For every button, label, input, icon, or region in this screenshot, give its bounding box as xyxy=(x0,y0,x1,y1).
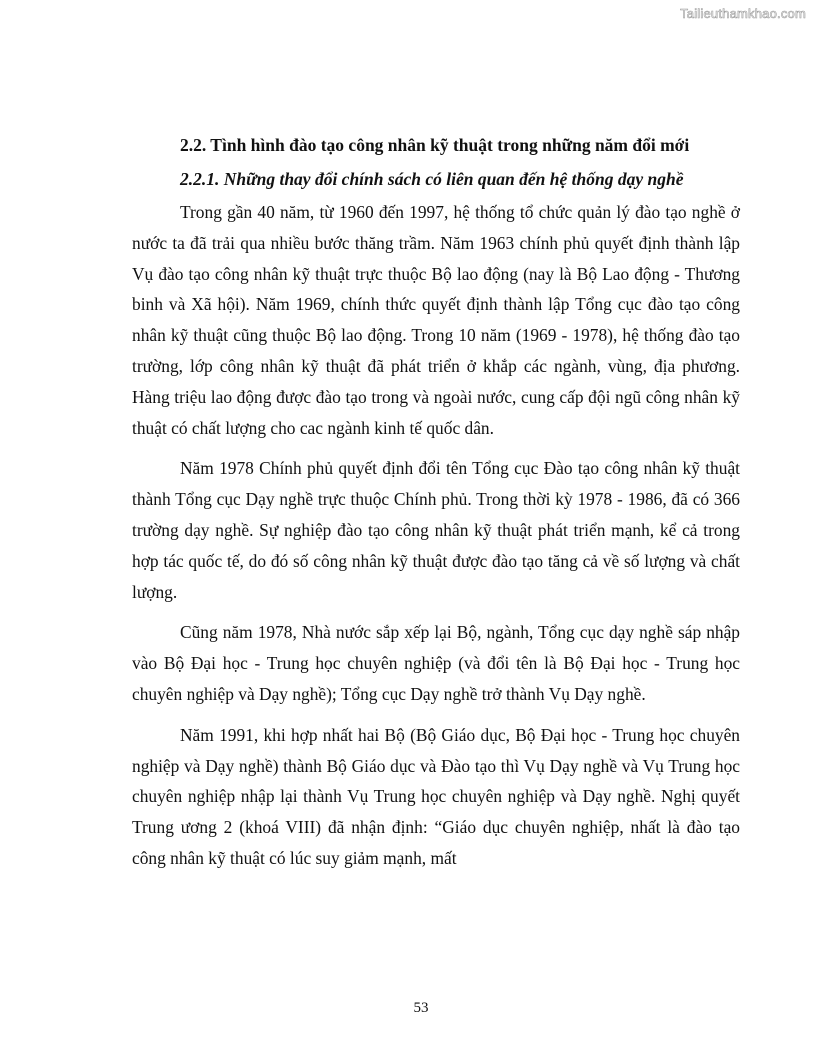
paragraph-3: Cũng năm 1978, Nhà nước sắp xếp lại Bộ, ngành, Tổng cục dạy nghề sáp nhập vào Bộ Đại học - Trung học chuyên nghiệp (và đổi tên là Bộ Đại học - Trung học chuyên nghiệp và Dạy nghề); Tổng cục Dạy nghề trở thành Vụ Dạy nghề. xyxy=(132,622,740,704)
paragraph-1: Trong gần 40 năm, từ 1960 đến 1997, hệ thống tổ chức quản lý đào tạo nghề ở nước ta đã trải qua nhiều bước thăng trầm. Năm 1963 chính phủ quyết định thành lập Vụ đào tạo công nhân kỹ thuật trực thuộc Bộ lao động (nay là Bộ Lao động - Thương binh và Xã hội). Năm 1969, chính thức quyết định thành lập Tổng cục đào tạo công nhân kỹ thuật cũng thuộc Bộ lao động. Trong 10 năm (1969 - 1978), hệ thống đào tạo trường, lớp công nhân kỹ thuật đã phát triển ở khắp các ngành, vùng, địa phương. Hàng triệu lao động được đào tạo trong và ngoài nước, cung cấp đội ngũ công nhân kỹ thuật có chất lượng cho cac ngành kinh tế quốc dân. xyxy=(132,202,740,438)
document-body xyxy=(132,130,740,884)
watermark: Tailieuthamkhao.com xyxy=(680,6,806,21)
paragraph-4: Năm 1991, khi hợp nhất hai Bộ (Bộ Giáo dục, Bộ Đại học - Trung học chuyên nghiệp và Dạy nghề) thành Bộ Giáo dục và Đào tạo thì Vụ Dạy nghề và Vụ Trung học chuyên nghiệp nhập lại thành Vụ Trung học chuyên nghiệp và Dạy nghề. Nghị quyết Trung ương 2 (khoá VIII) đã nhận định: “Giáo dục chuyên nghiệp, nhất là đào tạo công nhân kỹ thuật có lúc suy giảm mạnh, mất xyxy=(132,724,740,868)
section-heading: 2.2. Tình hình đào tạo công nhân kỹ thuật trong những năm đổi mới xyxy=(180,135,690,155)
subsection-heading: 2.2.1. Những thay đổi chính sách có liên quan đến hệ thống dạy nghề xyxy=(180,169,684,189)
paragraph-2: Năm 1978 Chính phủ quyết định đổi tên Tổng cục Đào tạo công nhân kỹ thuật thành Tổng cục Dạy nghề trực thuộc Chính phủ. Trong thời kỳ 1978 - 1986, đã có 366 trường dạy nghề. Sự nghiệp đào tạo công nhân kỹ thuật phát triển mạnh, kể cả trong hợp tác quốc tế, do đó số công nhân kỹ thuật được đào tạo tăng cả về số lượng và chất lượng. xyxy=(132,458,740,602)
page-number: 53 xyxy=(413,1000,429,1016)
